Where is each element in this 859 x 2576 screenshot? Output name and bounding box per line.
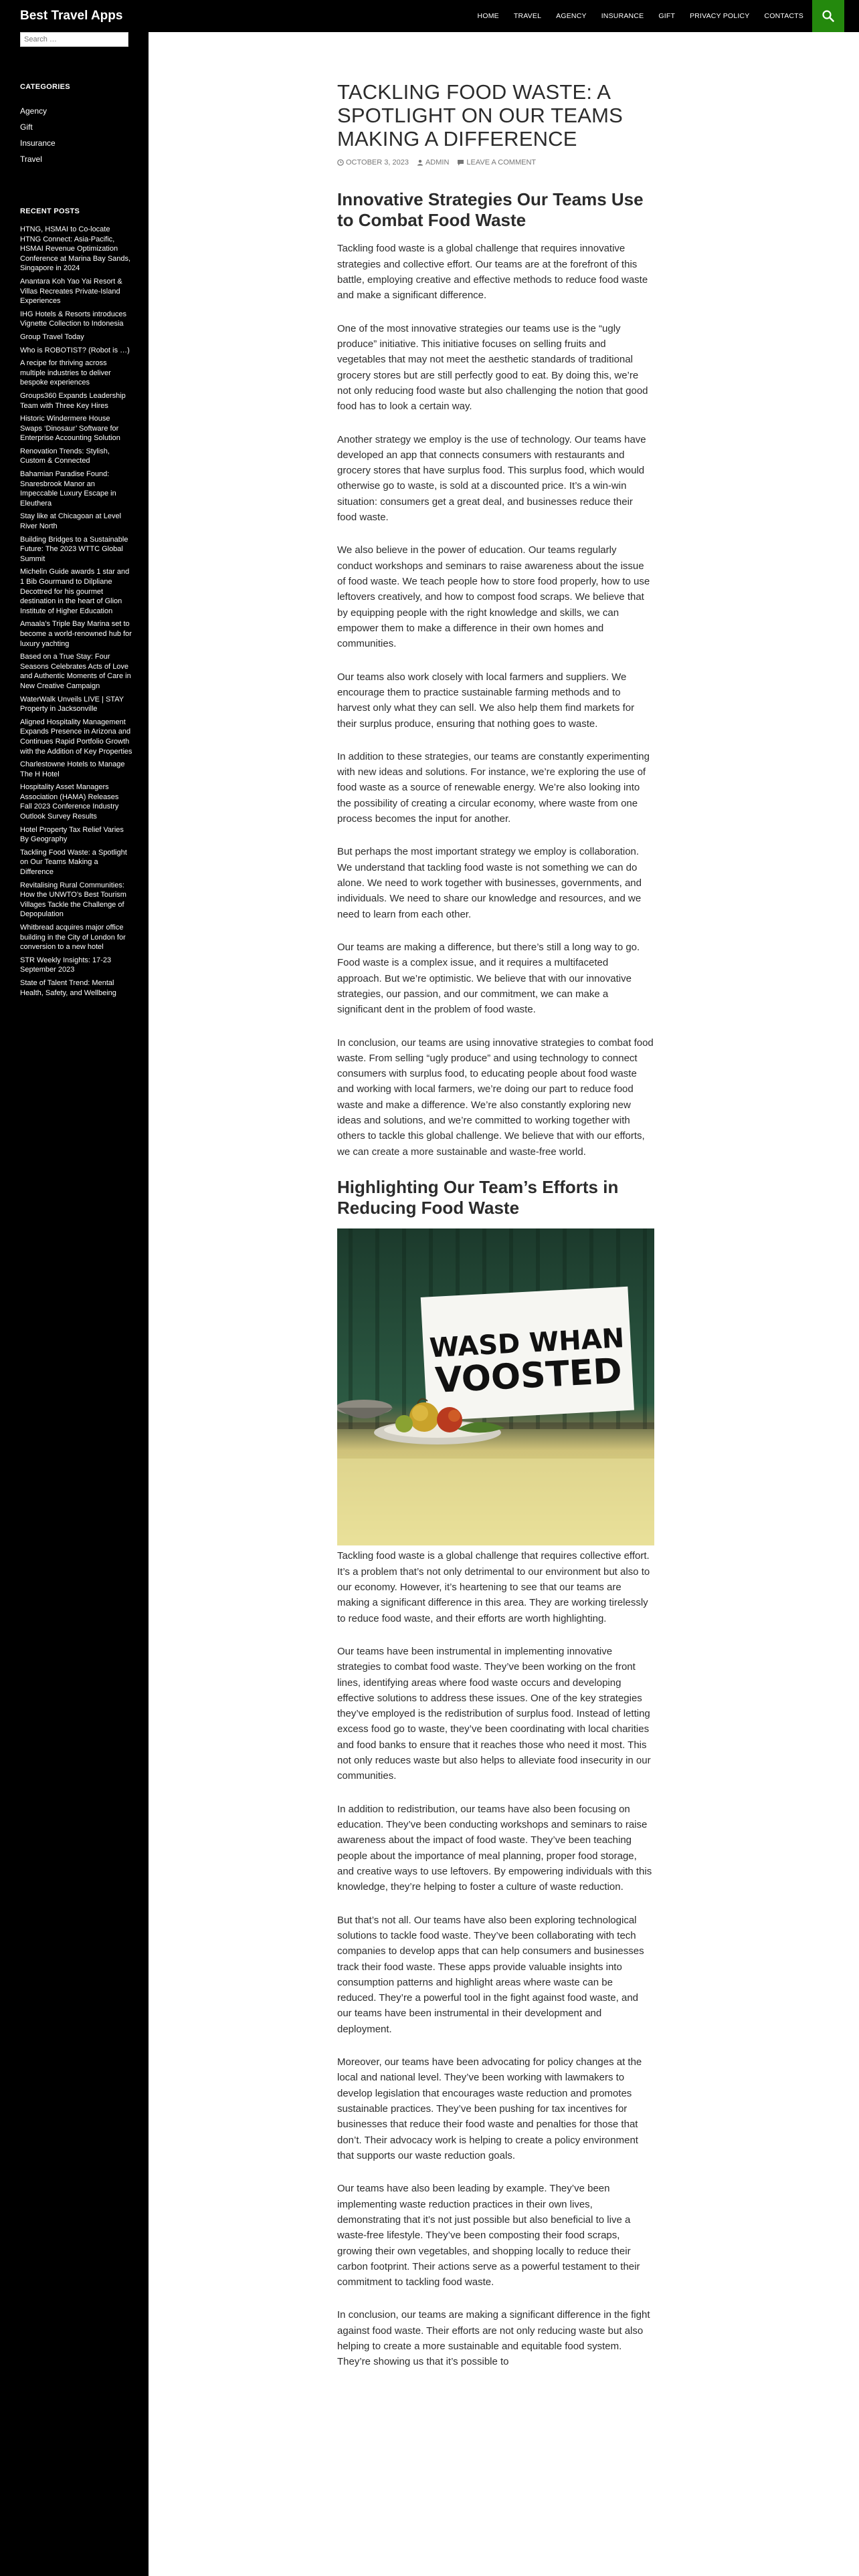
category-link-travel[interactable]: Travel — [20, 154, 42, 164]
recent-posts-widget-title: RECENT POSTS — [20, 207, 80, 215]
paragraph: Tackling food waste is a global challenge that requires innovative strategies and collective effort. Our teams are at the forefront of this battle, employing creative and effective methods to reduce food waste and make a significant difference. — [337, 243, 648, 302]
paragraph: But that’s not all. Our teams have also been exploring technological solutions to tackle food waste. They’ve been collaborating with tech companies to develop apps that can help consumers and businesses track their food waste. These apps provide valuable insights into consumption patterns and highlight areas where waste can be reduced. They’re a powerful tool in the fight against food waste, and our teams have been instrumental in their development and deployment. — [337, 1914, 644, 2035]
categories-list — [20, 103, 132, 167]
recent-post-link[interactable]: Bahamian Paradise Found: Snaresbrook Manor an Impeccable Luxury Escape in Eleuthera — [20, 470, 116, 508]
article-title: TACKLING FOOD WASTE: A SPOTLIGHT ON OUR TEAMS MAKING A DIFFERENCE — [337, 80, 623, 151]
food-waste-sign-illustration — [337, 1228, 654, 1545]
paragraph: Our teams are making a difference, but there’s still a long way to go. Food waste is a complex issue, and it requires a multifaceted approach. But we’re optimistic. We believe that with our innovative strategies, our passion, and our commitment, we can make a significant dent in the problem of food waste. — [337, 941, 640, 1016]
recent-post-link[interactable]: Stay like at Chicagoan at Level River North — [20, 512, 122, 531]
recent-post-link[interactable]: Charlestowne Hotels to Manage The H Hotel — [20, 760, 125, 778]
search-toggle-button[interactable] — [812, 0, 844, 32]
recent-post-link[interactable]: Groups360 Expands Leadership Team with Three Key Hires — [20, 391, 126, 410]
list-item — [20, 923, 132, 952]
list-item — [20, 619, 132, 649]
recent-post-link[interactable]: Tackling Food Waste: a Spotlight on Our Teams Making a Difference — [20, 848, 127, 877]
sign-text-line-2: VOOSTED — [434, 1351, 624, 1402]
section-heading: Highlighting Our Team’s Efforts in Reducing Food Waste — [337, 1177, 619, 1218]
paragraph: In conclusion, our teams are using innovative strategies to combat food waste. From selling “ugly produce” and using technology to connect consumers with surplus food, to educating people about food waste and working with local farmers, we’re doing our part to reduce food waste and make a difference. We’re also constantly exploring new ideas and solutions, and we’re committed to working together with others to tackle this global challenge. We believe that with our efforts, we can create a more sustainable and waste-free world. — [337, 1037, 654, 1158]
sidebar — [0, 32, 149, 2576]
recent-post-link[interactable]: Based on a True Stay: Four Seasons Celebrates Acts of Love and Authentic Moments of Care in New Creative Campaign — [20, 653, 131, 690]
list-item — [20, 782, 132, 821]
nav-privacy-policy[interactable]: PRIVACY POLICY — [690, 12, 750, 20]
sign-text-line-1: WASD WHAN — [428, 1323, 626, 1364]
entry-content — [337, 189, 654, 2370]
section-heading: Innovative Strategies Our Teams Use to Combat Food Waste — [337, 189, 644, 230]
recent-post-link[interactable]: Revitalising Rural Communities: How the UNWTO’s Best Tourism Villages Tackle the Challenge of Depopulation — [20, 881, 126, 919]
paragraph: Tackling food waste is a global challenge that requires collective effort. It’s a problem that’s not only detrimental to our environment but also to our economy. However, it’s heartening to see that our teams are making a significant difference in this area. They are working tirelessly to reduce food waste, and their efforts are worth highlighting. — [337, 1550, 650, 1624]
recent-post-link[interactable]: Hotel Property Tax Relief Varies By Geography — [20, 825, 124, 844]
list-item — [20, 956, 132, 975]
featured-image — [337, 1228, 654, 1545]
search-input[interactable] — [20, 32, 128, 47]
nav-travel[interactable]: TRAVEL — [513, 12, 542, 20]
recent-post-link[interactable]: Michelin Guide awards 1 star and 1 Bib Gourmand to Dilpliane Decottred for his gourmet destination in the heart of Glion Institute of Higher Education — [20, 568, 130, 615]
recent-post-link[interactable]: IHG Hotels & Resorts introduces Vignette Collection to Indonesia — [20, 310, 126, 328]
main-content — [149, 32, 859, 2576]
entry-meta — [337, 158, 654, 167]
list-item — [20, 414, 132, 443]
list-item — [20, 512, 132, 531]
recent-post-link[interactable]: Who is ROBOTIST? (Robot is …) — [20, 346, 130, 354]
list-item — [20, 358, 132, 388]
recent-post-link[interactable]: Renovation Trends: Stylish, Custom & Connected — [20, 447, 110, 465]
post-comments — [457, 158, 536, 167]
recent-post-link[interactable]: A recipe for thriving across multiple industries to deliver bespoke experiences — [20, 359, 111, 387]
list-item — [20, 567, 132, 616]
recent-post-link[interactable]: Anantara Koh Yao Yai Resort & Villas Recreates Private-Island Experiences — [20, 277, 122, 306]
list-item — [20, 103, 132, 119]
list-item — [20, 447, 132, 466]
category-link-agency[interactable]: Agency — [20, 106, 47, 116]
comment-icon — [457, 159, 464, 166]
list-item — [20, 225, 132, 274]
list-item — [20, 310, 132, 329]
leave-comment-link[interactable]: LEAVE A COMMENT — [466, 158, 537, 167]
recent-posts-list — [20, 225, 132, 1001]
paragraph: Our teams have also been leading by example. They’ve been implementing waste reduction practices in their own lives, demonstrating that it’s not just possible but also beneficial to live a waste-free lifestyle. They’ve been composting their food scraps, growing their own vegetables, and shopping locally to reduce their carbon footprint. Their actions serve as a powerful testament to their commitment to tackling food waste. — [337, 2183, 640, 2288]
paragraph: We also believe in the power of education. Our teams regularly conduct workshops and seminars to raise awareness about the issue of food waste. We teach people how to store food properly, how to use leftovers creatively, and how to compost food scraps. We believe that by equipping people with the right knowledge and skills, we can empower them to make a difference in their own homes and communities. — [337, 544, 650, 650]
paragraph: In addition to these strategies, our teams are constantly experimenting with new ideas and solutions. For instance, we’re exploring the use of food waste as a source of renewable energy. We’re also looking into the possibility of creating a circular economy, where waste from one process becomes the input for another. — [337, 750, 650, 825]
paragraph: Another strategy we employ is the use of technology. Our teams have developed an app that connects consumers with restaurants and grocery stores that have surplus food. This surplus food, which would otherwise go to waste, is sold at a discounted price. It’s a win-win situation: consumers get a great deal, and businesses reduce their food waste. — [337, 433, 646, 524]
recent-post-link[interactable]: Historic Windermere House Swaps ‘Dinosaur’ Software for Enterprise Accounting Solution — [20, 415, 120, 443]
search-icon — [822, 9, 835, 23]
post-date — [337, 158, 409, 167]
recent-post-link[interactable]: Group Travel Today — [20, 332, 84, 341]
paragraph: Our teams also work closely with local farmers and suppliers. We encourage them to practice sustainable farming methods and to harvest only what they can sell. We also help them find markets for their surplus produce, ensuring that nothing goes to waste. — [337, 671, 635, 730]
site-title[interactable]: Best Travel Apps — [20, 9, 123, 23]
site-header — [0, 0, 859, 32]
recent-post-link[interactable]: State of Talent Trend: Mental Health, Safety, and Wellbeing — [20, 978, 116, 997]
paragraph: In conclusion, our teams are making a significant difference in the fight against food waste. Their efforts are not only reducing waste but also helping to create a more sustainable and equitable food system. They’re showing us that it’s possible to — [337, 2309, 650, 2368]
list-item — [20, 695, 132, 714]
list-item — [20, 346, 132, 356]
paragraph: But perhaps the most important strategy we employ is collaboration. We understand that tackling food waste is not something we can do alone. We need to work together with businesses, governments, and individuals. We need to share our knowledge and resources, and we need to learn from each other. — [337, 846, 642, 920]
primary-nav — [470, 0, 811, 32]
article — [337, 80, 654, 2387]
nav-gift[interactable]: GIFT — [658, 12, 676, 20]
post-author-link[interactable]: ADMIN — [425, 158, 450, 167]
list-item — [20, 760, 132, 779]
recent-post-link[interactable]: Aligned Hospitality Management Expands Presence in Arizona and Continues Rapid Portfolio Growth with the Addition of Key Properties — [20, 718, 132, 756]
nav-contacts[interactable]: CONTACTS — [764, 12, 803, 20]
post-author — [417, 158, 449, 167]
list-item — [20, 469, 132, 508]
list-item — [20, 848, 132, 877]
recent-post-link[interactable]: WaterWalk Unveils LIVE | STAY Property in Jacksonville — [20, 695, 124, 714]
recent-post-link[interactable]: Hospitality Asset Managers Association (HAMA) Releases Fall 2023 Conference Industry Outlook Survey Results — [20, 783, 119, 821]
list-item — [20, 652, 132, 691]
post-date-link[interactable]: OCTOBER 3, 2023 — [346, 158, 409, 167]
clock-icon — [337, 159, 344, 166]
list-item — [20, 277, 132, 306]
list-item — [20, 119, 132, 135]
recent-post-link[interactable]: Amaala’s Triple Bay Marina set to become a world-renowned hub for luxury yachting — [20, 620, 132, 648]
nav-home[interactable]: HOME — [477, 12, 499, 20]
list-item — [20, 135, 132, 151]
list-item — [20, 391, 132, 411]
recent-post-link[interactable]: STR Weekly Insights: 17-23 September 2023 — [20, 956, 112, 974]
list-item — [20, 332, 132, 342]
nav-agency[interactable]: AGENCY — [556, 12, 587, 20]
category-link-gift[interactable]: Gift — [20, 122, 33, 132]
categories-widget-title: CATEGORIES — [20, 83, 70, 91]
category-link-insurance[interactable]: Insurance — [20, 138, 56, 148]
paragraph: In addition to redistribution, our teams have also been focusing on education. They’ve been conducting workshops and seminars to raise awareness about the impact of food waste. They’ve been teaching people about the importance of meal planning, proper food storage, and creative ways to use leftovers. By empowering individuals with this knowledge, they’re helping to foster a culture of waste reduction. — [337, 1803, 652, 1893]
paragraph: Moreover, our teams have been advocating for policy changes at the local and national level. They’ve been working with lawmakers to develop legislation that encourages waste reduction and promotes sustainable practices. They’ve been pushing for tax incentives for businesses that reduce their food waste and penalties for those that don’t. Their advocacy work is helping to create a policy environment that supports our waste reduction goals. — [337, 2056, 642, 2161]
recent-post-link[interactable]: Building Bridges to a Sustainable Future: The 2023 WTTC Global Summit — [20, 535, 128, 563]
list-item — [20, 825, 132, 845]
user-icon — [417, 159, 423, 166]
nav-insurance[interactable]: INSURANCE — [601, 12, 644, 20]
list-item — [20, 535, 132, 564]
paragraph: Our teams have been instrumental in implementing innovative strategies to combat food waste. They’ve been working on the front lines, identifying areas where food waste occurs and developing effective solutions to address these issues. One of the key strategies they’ve employed is the redistribution of surplus food. Instead of letting excess food go to waste, they’ve been coordinating with local charities and food banks to ensure that it reaches those who need it most. This not only reduces waste but also helps to alleviate food insecurity in our communities. — [337, 1645, 651, 1782]
recent-post-link[interactable]: Whitbread acquires major office building in the City of London for conversion to a new hotel — [20, 924, 126, 952]
list-item — [20, 718, 132, 756]
list-item — [20, 151, 132, 167]
list-item — [20, 978, 132, 998]
recent-post-link[interactable]: HTNG, HSMAI to Co-locate HTNG Connect: Asia-Pacific, HSMAI Revenue Optimization Conference at Marina Bay Sands, Singapore in 2024 — [20, 225, 131, 273]
list-item — [20, 881, 132, 920]
paragraph: One of the most innovative strategies our teams use is the “ugly produce” initiative. This initiative focuses on selling fruits and vegetables that may not meet the aesthetic standards of traditional grocery stores but are still perfectly good to eat. By doing this, we’re not only reducing food waste but also challenging the notion that good food has to look a certain way. — [337, 322, 648, 413]
